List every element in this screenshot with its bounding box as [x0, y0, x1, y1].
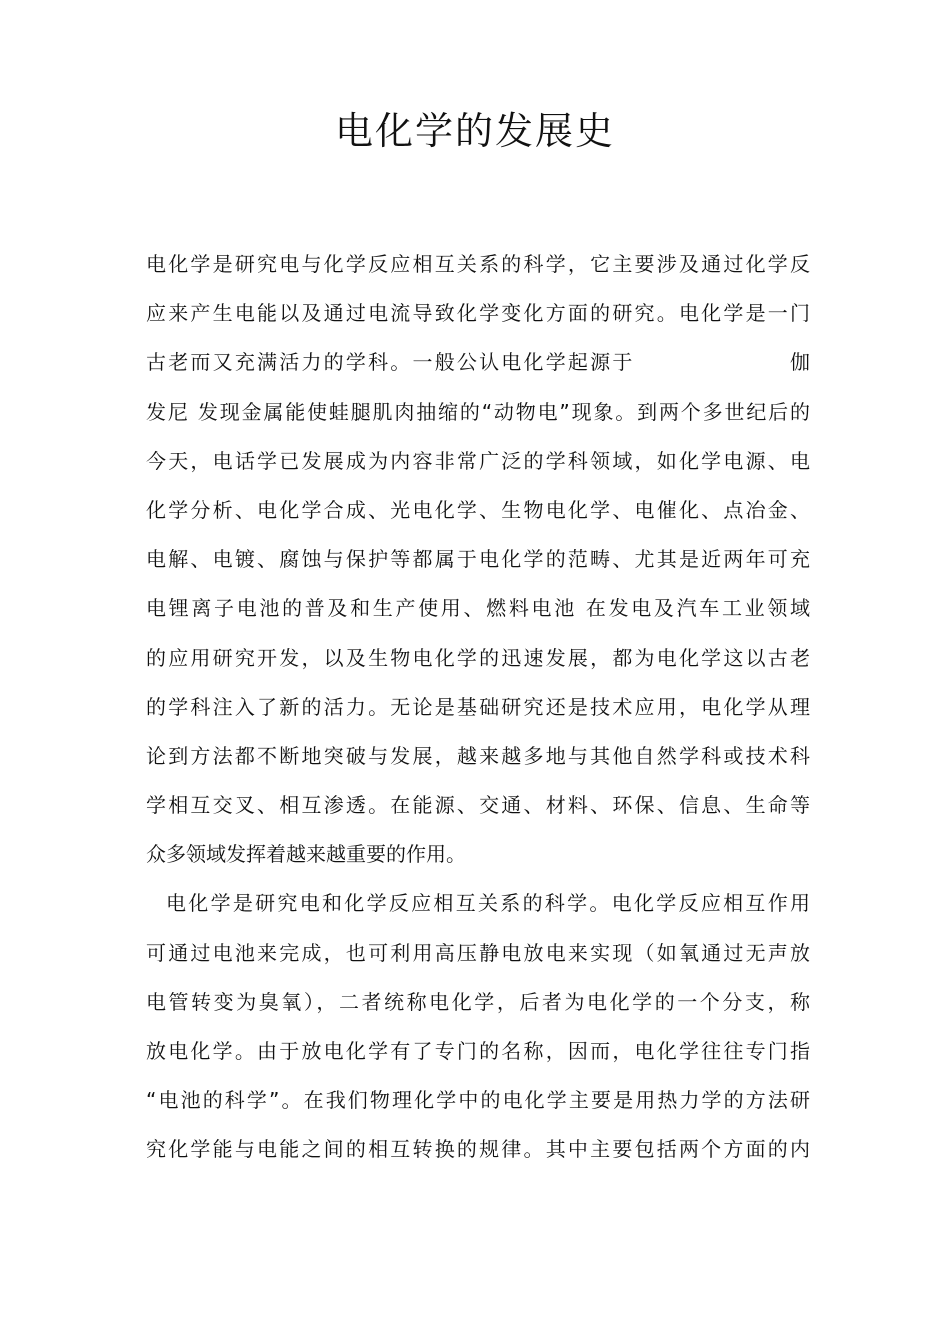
- paragraph-1-line: 的应用研究开发，以及生物电化学的迅速发展，都为电化学这以古老: [146, 645, 810, 670]
- paragraph-1-line: 应来产生电能以及通过电流导致化学变化方面的研究。电化学是一门: [146, 301, 810, 326]
- paragraph-1-line: 电化学是研究电与化学反应相互关系的科学，它主要涉及通过化学反: [146, 252, 810, 276]
- document-title: 电化学的发展史: [334, 109, 615, 153]
- paragraph-2-line: 电化学是研究电和化学反应相互关系的科学。电化学反应相互作用: [166, 891, 810, 916]
- paragraph-1-line: 众多领域发挥着越来越重要的作用。: [146, 842, 466, 867]
- paragraph-1-line: 电锂离子电池的普及和生产使用、燃料电池 在发电及汽车工业领域: [146, 596, 810, 621]
- paragraph-2-line: 究化学能与电能之间的相互转换的规律。其中主要包括两个方面的内: [146, 1137, 810, 1162]
- paragraph-1-line: 电解、电镀、腐蚀与保护等都属于电化学的范畴、尤其是近两年可充: [146, 547, 810, 572]
- paragraph-1-line: 的学科注入了新的活力。无论是基础研究还是技术应用，电化学从理: [146, 694, 810, 719]
- paragraph-1-line: 化学分析、电化学合成、光电化学、生物电化学、电催化、点冶金、: [146, 497, 810, 522]
- paragraph-1-line: 古老而又充满活力的学科。一般公认电化学起源于 伽: [146, 350, 810, 375]
- paragraph-2-line: “电池的科学”。在我们物理化学中的电化学主要是用热力学的方法研: [146, 1088, 810, 1113]
- paragraph-2-line: 可通过电池来完成，也可利用高压静电放电来实现（如氧通过无声放: [146, 940, 810, 965]
- paragraph-1-line: 发尼 发现金属能使蛙腿肌肉抽缩的“动物电”现象。到两个多世纪后的: [146, 399, 810, 424]
- paragraph-1-line: 学相互交叉、相互渗透。在能源、交通、材料、环保、信息、生命等: [146, 793, 810, 818]
- paragraph-1-line: 今天，电话学已发展成为内容非常广泛的学科领域，如化学电源、电: [146, 448, 810, 473]
- paragraph-2-line: 电管转变为臭氧），二者统称电化学，后者为电化学的一个分支，称: [146, 989, 810, 1014]
- paragraph-1-line: 论到方法都不断地突破与发展，越来越多地与其他自然学科或技术科: [146, 743, 810, 768]
- paragraph-2-line: 放电化学。由于放电化学有了专门的名称，因而，电化学往往专门指: [146, 1039, 810, 1063]
- document-body: [146, 240, 810, 1175]
